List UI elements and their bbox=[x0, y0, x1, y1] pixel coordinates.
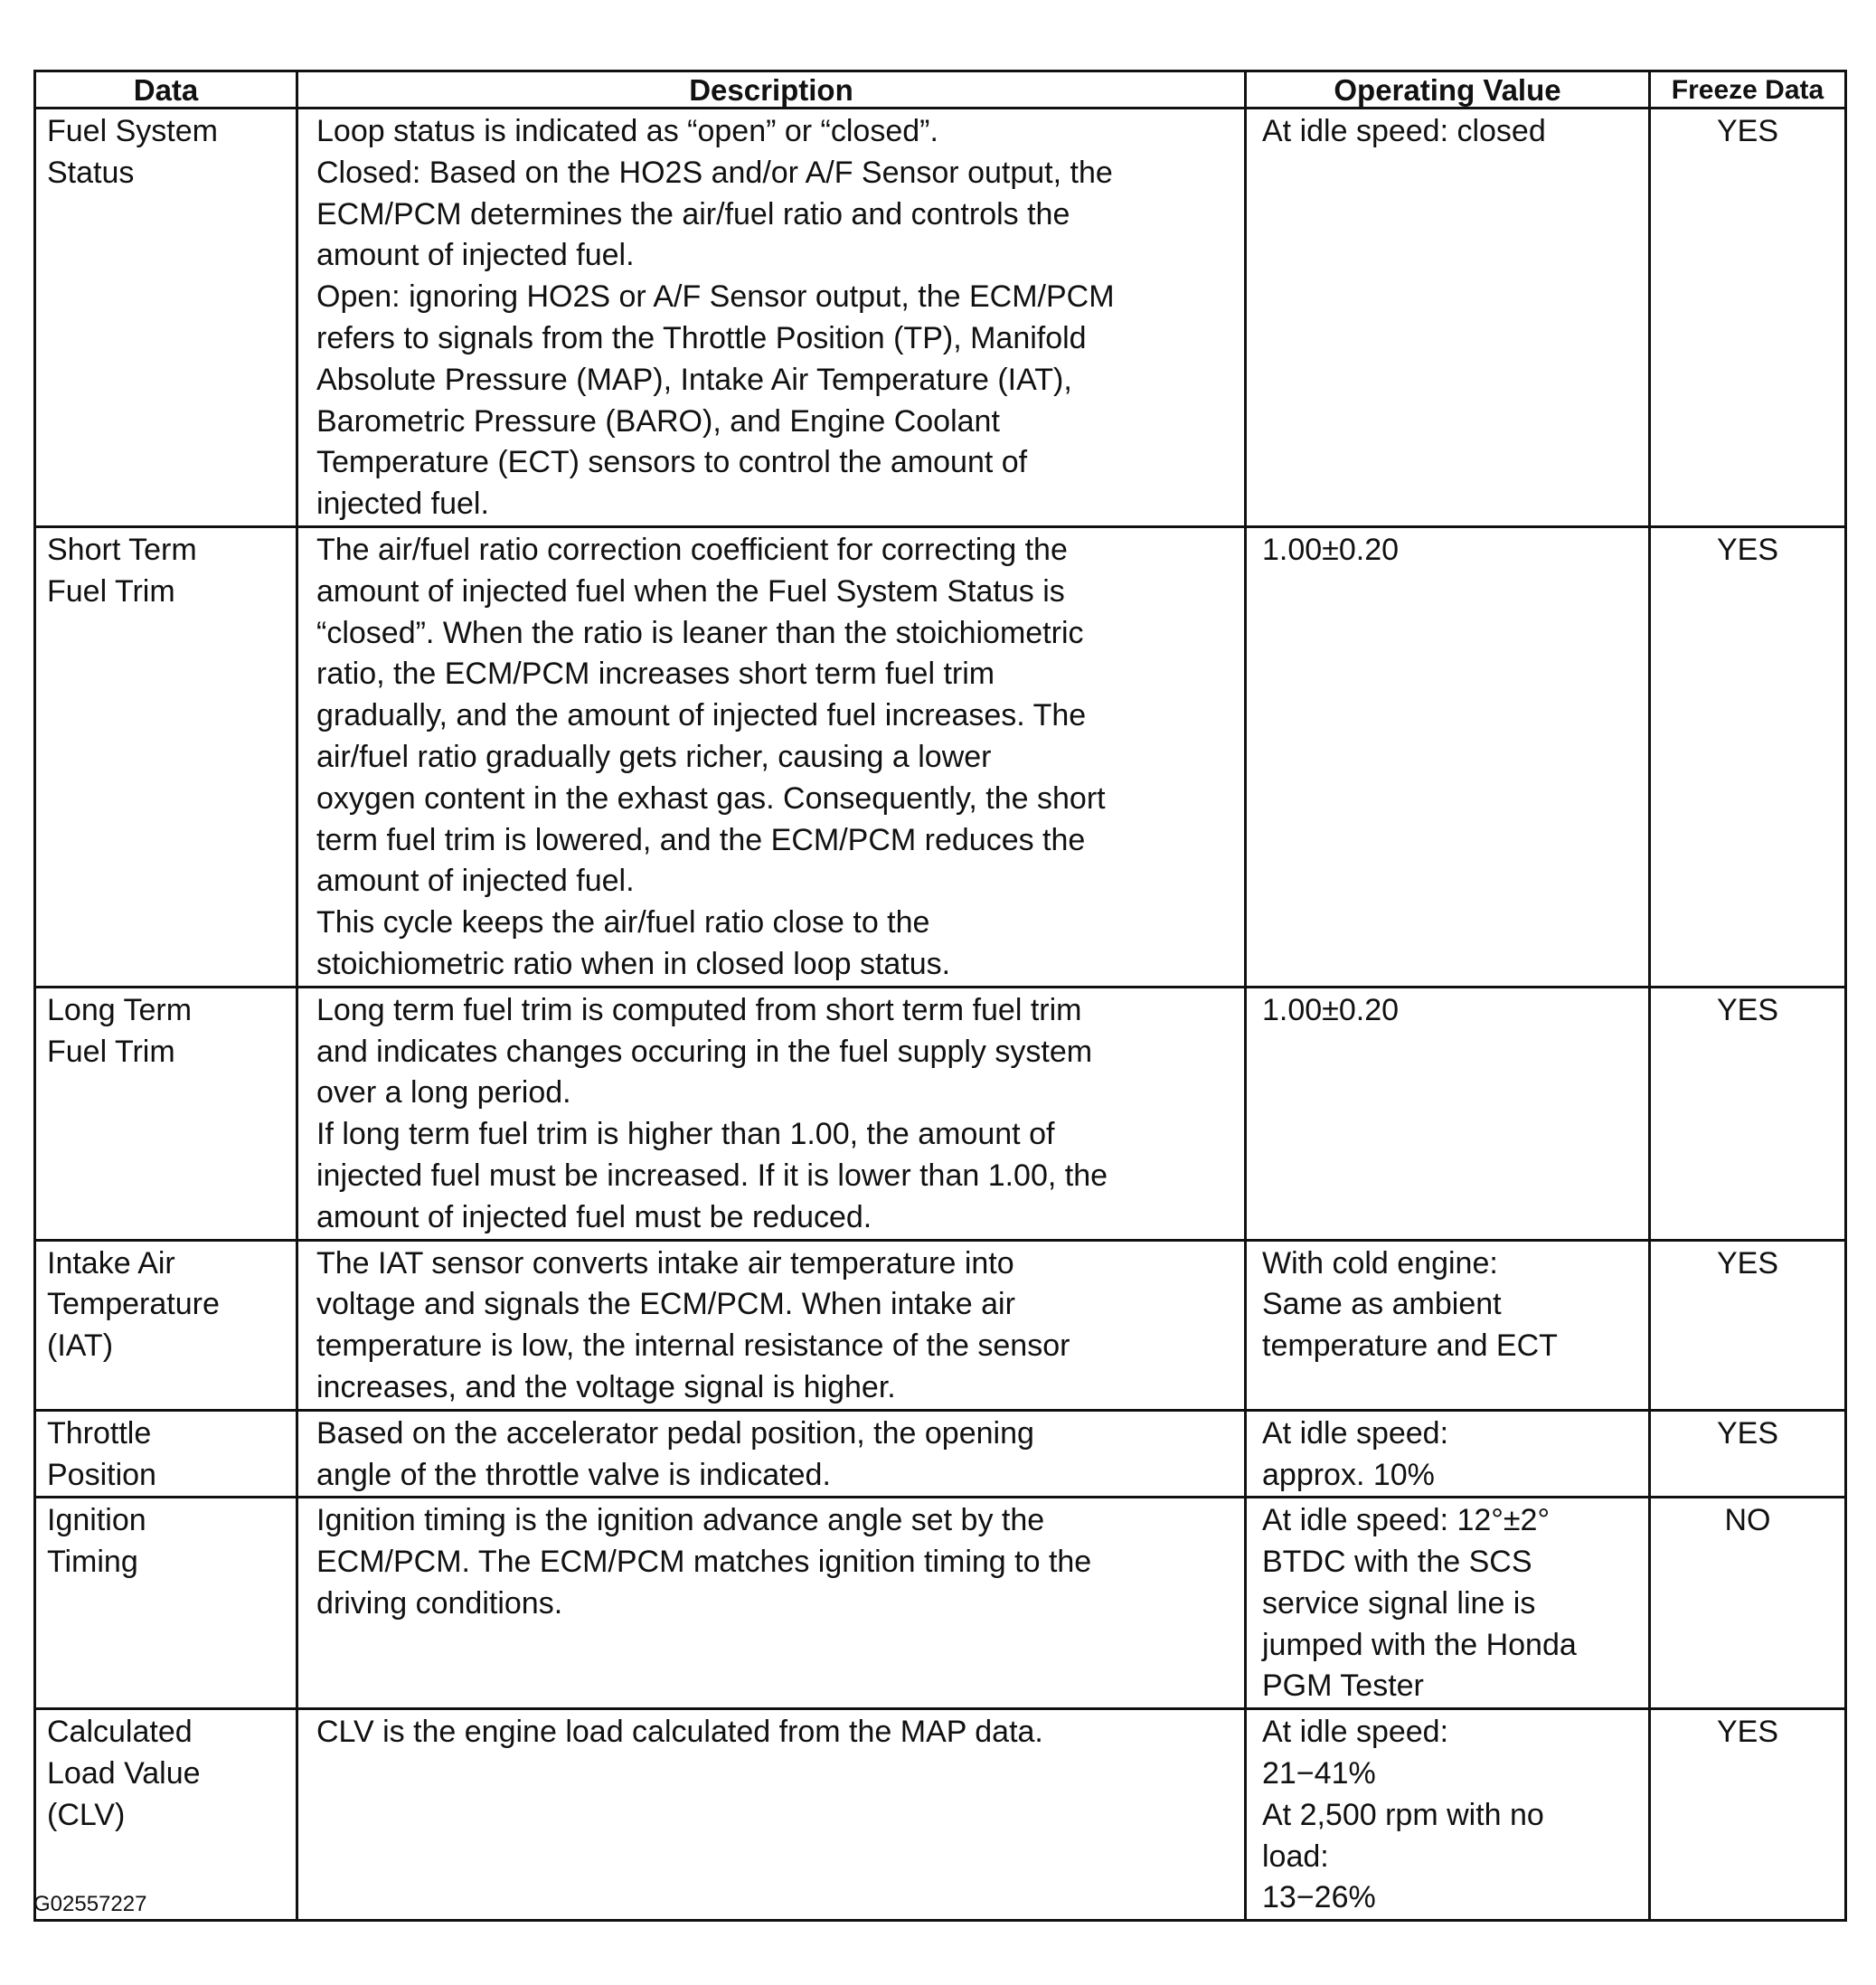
cell-data-text: Ignition Timing bbox=[47, 1503, 146, 1580]
figure-id: G02557227 bbox=[33, 1892, 147, 1916]
cell-description bbox=[297, 1240, 1246, 1410]
cell-description-text: CLV is the engine load calculated from the MAP data. bbox=[316, 1715, 1043, 1750]
cell-description bbox=[297, 1709, 1246, 1921]
cell-description bbox=[297, 526, 1246, 987]
data-table bbox=[33, 70, 1847, 1922]
cell-freeze-data-text: YES bbox=[1716, 1715, 1779, 1750]
header-data: Data bbox=[35, 71, 297, 109]
cell-freeze-data bbox=[1650, 1240, 1846, 1410]
cell-operating-value-text: At idle speed: 21−41% At 2,500 rpm with no load: 13−26% bbox=[1262, 1715, 1544, 1915]
table-row bbox=[35, 1410, 1846, 1498]
cell-operating-value-text: At idle speed: approx. 10% bbox=[1262, 1415, 1449, 1492]
cell-description bbox=[297, 109, 1246, 527]
header-operating-value: Operating Value bbox=[1246, 71, 1650, 109]
table-row bbox=[35, 526, 1846, 987]
cell-operating-value bbox=[1246, 526, 1650, 987]
cell-freeze-data bbox=[1650, 987, 1846, 1240]
cell-data bbox=[35, 1240, 297, 1410]
cell-operating-value bbox=[1246, 109, 1650, 527]
cell-freeze-data bbox=[1650, 1709, 1846, 1921]
cell-freeze-data bbox=[1650, 1498, 1846, 1709]
table-row bbox=[35, 1709, 1846, 1921]
table-row bbox=[35, 1498, 1846, 1709]
cell-operating-value-text: With cold engine: Same as ambient temperature and ECT bbox=[1262, 1245, 1558, 1364]
cell-freeze-data-text: YES bbox=[1716, 532, 1779, 567]
header-freeze-data: Freeze Data bbox=[1650, 71, 1846, 109]
cell-freeze-data-text: YES bbox=[1716, 1415, 1779, 1451]
cell-freeze-data-text: NO bbox=[1724, 1503, 1771, 1538]
table-row bbox=[35, 987, 1846, 1240]
cell-data bbox=[35, 987, 297, 1240]
cell-operating-value bbox=[1246, 1498, 1650, 1709]
cell-data bbox=[35, 109, 297, 527]
cell-operating-value bbox=[1246, 1410, 1650, 1498]
cell-operating-value-text: At idle speed: closed bbox=[1262, 114, 1546, 148]
table-row bbox=[35, 109, 1846, 527]
table-row bbox=[35, 1240, 1846, 1410]
cell-data-text: Fuel System Status bbox=[47, 114, 218, 190]
cell-data bbox=[35, 1709, 297, 1921]
cell-description-text: Loop status is indicated as “open” or “closed”. Closed: Based on the HO2S and/or A/F Sensor output, the ECM/PCM determines the air/fuel ratio and controls the amount of injected fuel. Open: ignoring HO2S or A/F Sensor output, the ECM/PCM refers to signals from the Throttle Position (TP), Manifold Absolute Pressure (MAP), Intake Air Temperature (IAT), Barometric Pressure (BARO), and Engine Coolant Temperature (ECT) sensors to control the amount of injected fuel. bbox=[316, 114, 1115, 522]
cell-data-text: Throttle Position bbox=[47, 1415, 156, 1492]
table-header-row bbox=[35, 71, 1846, 109]
cell-description-text: The IAT sensor converts intake air temperature into voltage and signals the ECM/PCM. When intake air temperature is low, the internal resistance of the sensor increases, and the voltage signal is higher. bbox=[316, 1245, 1070, 1404]
cell-data bbox=[35, 1498, 297, 1709]
cell-operating-value-text: At idle speed: 12°±2° BTDC with the SCS service signal line is jumped with the Honda PGM Tester bbox=[1262, 1503, 1577, 1704]
cell-operating-value-text: 1.00±0.20 bbox=[1262, 992, 1400, 1027]
header-description: Description bbox=[297, 71, 1246, 109]
cell-data-text: Long Term Fuel Trim bbox=[47, 992, 193, 1069]
cell-description-text: Long term fuel trim is computed from short term fuel trim and indicates changes occuring in the fuel supply system over a long period. If long term fuel trim is higher than 1.00, the amount of injected fuel must be increased. If it is lower than 1.00, the amount of injected fuel must be reduced. bbox=[316, 992, 1108, 1234]
cell-freeze-data-text: YES bbox=[1716, 114, 1779, 148]
cell-freeze-data bbox=[1650, 1410, 1846, 1498]
cell-operating-value bbox=[1246, 987, 1650, 1240]
cell-data-text: Short Term Fuel Trim bbox=[47, 532, 197, 609]
cell-operating-value bbox=[1246, 1240, 1650, 1410]
cell-operating-value bbox=[1246, 1709, 1650, 1921]
cell-description bbox=[297, 1410, 1246, 1498]
cell-data-text: Intake Air Temperature (IAT) bbox=[47, 1245, 220, 1364]
cell-data bbox=[35, 1410, 297, 1498]
cell-description bbox=[297, 987, 1246, 1240]
cell-freeze-data-text: YES bbox=[1716, 1245, 1779, 1281]
cell-operating-value-text: 1.00±0.20 bbox=[1262, 532, 1400, 567]
cell-data-text: Calculated Load Value (CLV) bbox=[47, 1715, 201, 1832]
cell-description-text: The air/fuel ratio correction coefficient for correcting the amount of injected fuel when the Fuel System Status is “closed”. When the ratio is leaner than the stoichiometric ratio, the ECM/PCM increases short term fuel trim gradually, and the amount of injected fuel increases. The air/fuel ratio gradually gets richer, causing a lower oxygen content in the exhast gas. Consequently, the short term fuel trim is lowered, and the ECM/PCM reduces the amount of injected fuel. This cycle keeps the air/fuel ratio close to the stoichiometric ratio when in closed loop status. bbox=[316, 532, 1106, 981]
cell-freeze-data-text: YES bbox=[1716, 992, 1779, 1027]
cell-description bbox=[297, 1498, 1246, 1709]
cell-description-text: Based on the accelerator pedal position, the opening angle of the throttle valve is indicated. bbox=[316, 1415, 1034, 1492]
cell-data bbox=[35, 526, 297, 987]
cell-freeze-data bbox=[1650, 526, 1846, 987]
cell-description-text: Ignition timing is the ignition advance angle set by the ECM/PCM. The ECM/PCM matches ignition timing to the driving conditions. bbox=[316, 1503, 1092, 1621]
cell-freeze-data bbox=[1650, 109, 1846, 527]
